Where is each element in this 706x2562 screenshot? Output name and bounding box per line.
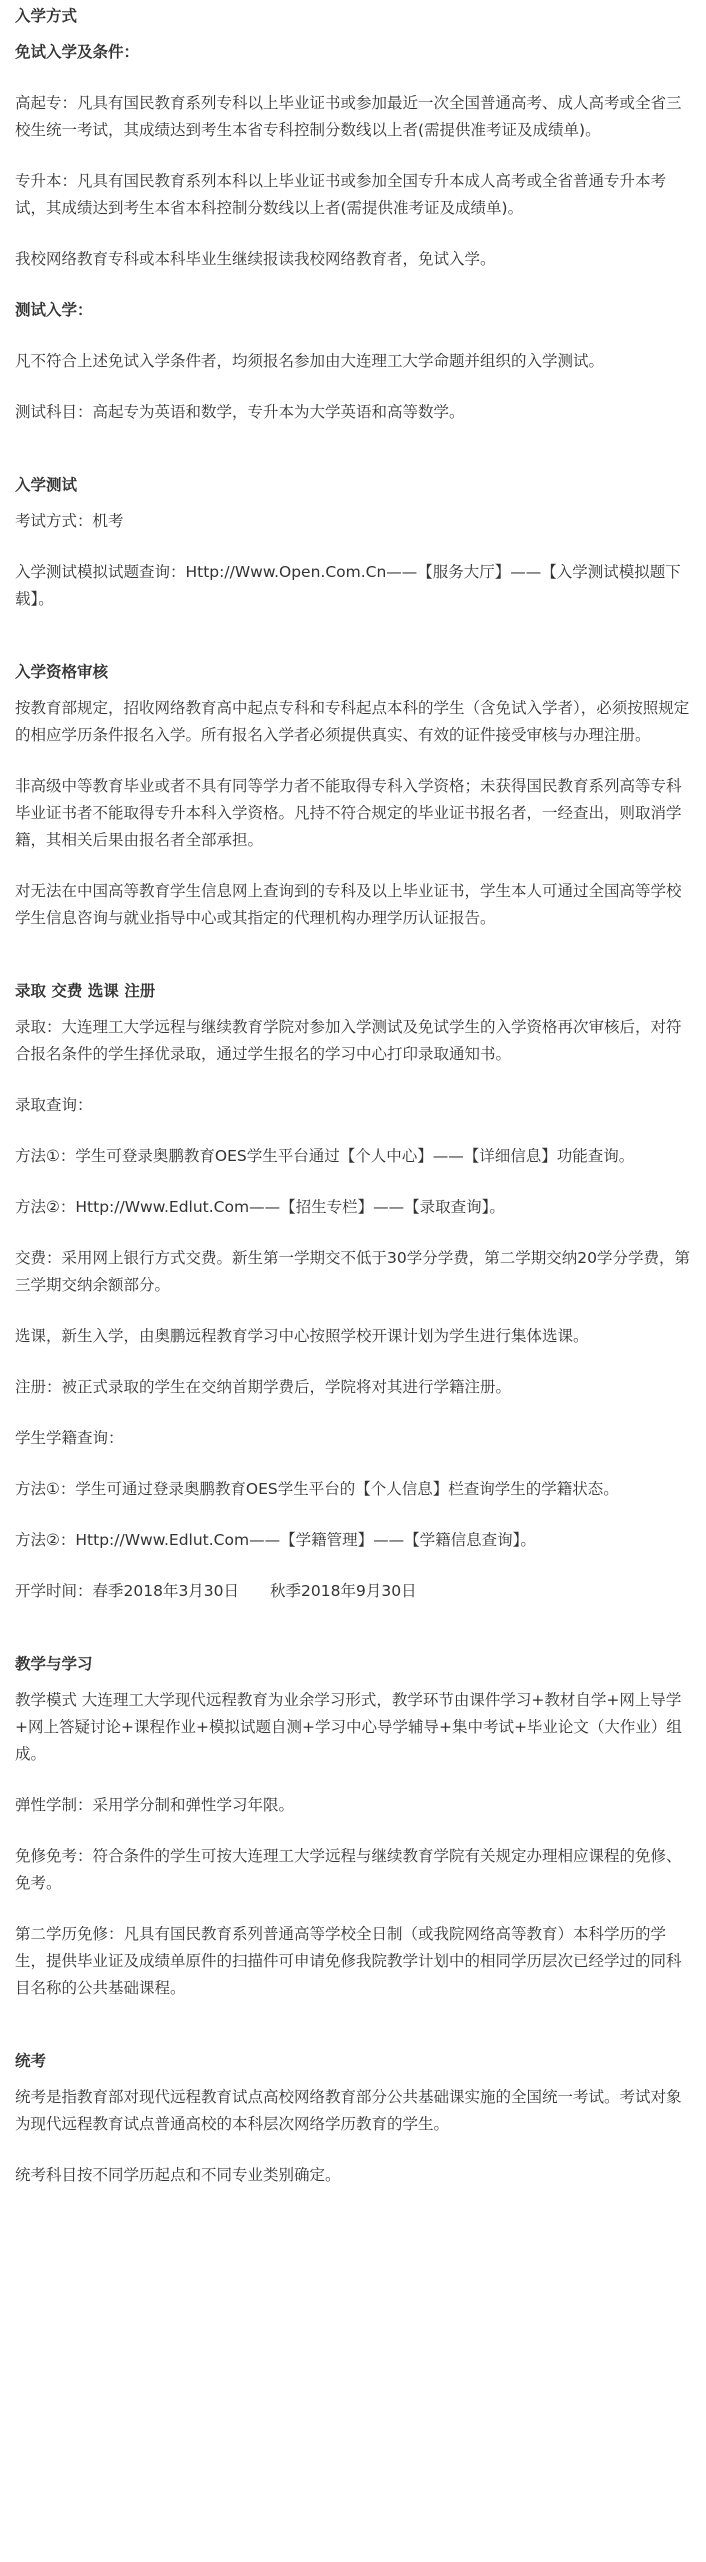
registration-text: 注册：被正式录取的学生在交纳首期学费后，学院将对其进行学籍注册。	[15, 1378, 512, 1396]
section-title-enrollment: 录取 交费 选课 注册	[15, 982, 156, 1000]
status-query-label: 学生学籍查询：	[15, 1429, 124, 1447]
test-mode-text: 考试方式：机考	[15, 512, 124, 530]
test-subjects-text: 测试科目：高起专为英语和数学，专升本为大学英语和高等数学。	[15, 403, 465, 421]
start-time-text: 开学时间：春季2018年3月30日 秋季2018年9月30日	[15, 1582, 417, 1600]
exempt-subtitle: 免试入学及条件：	[15, 43, 140, 61]
exempt-gaoqi-text: 高起专：凡具有国民教育系列专科以上毕业证书或参加最近一次全国普通高考、成人高考或全省三校生统一考试，其成绩达到考生本省专科控制分数线以上者(需提供准考证及成绩单)。	[15, 94, 682, 139]
qualification-p3: 对无法在中国高等教育学生信息网上查询到的专科及以上毕业证书，学生本人可通过全国高等学校学生信息咨询与就业指导中心或其指定的代理机构办理学历认证报告。	[15, 882, 682, 927]
payment-text: 交费：采用网上银行方式交费。新生第一学期交不低于30学分学费，第二学期交纳20学分学费，第三学期交纳余额部分。	[15, 1249, 690, 1294]
section-title-unified-exam: 统考	[15, 2052, 47, 2070]
admission-query-method-2: 方法②：Http://Www.Edlut.Com——【招生专栏】——【录取查询】。	[15, 1198, 505, 1216]
flexible-system-text: 弹性学制：采用学分制和弹性学习年限。	[15, 1796, 295, 1814]
page	[0, 3, 706, 2562]
test-condition-text: 凡不符合上述免试入学条件者，均须报名参加由大连理工大学命题并组织的入学测试。	[15, 352, 605, 370]
test-subtitle: 测试入学：	[15, 301, 93, 319]
status-query-method-1: 方法①：学生可通过登录奥鹏教育OES学生平台的【个人信息】栏查询学生的学籍状态。	[15, 1480, 619, 1498]
exempt-zhuanshengben-text: 专升本：凡具有国民教育系列本科以上毕业证书或参加全国专升本成人高考或全省普通专升本考试，其成绩达到考生本省本科控制分数线以上者(需提供准考证及成绩单)。	[15, 172, 667, 217]
admission-text: 录取：大连理工大学远程与继续教育学院对参加入学测试及免试学生的入学资格再次审核后，对符合报名条件的学生择优录取，通过学生报名的学习中心打印录取通知书。	[15, 1018, 682, 1063]
exemption-text: 免修免考：符合条件的学生可按大连理工大学远程与继续教育学院有关规定办理相应课程的免修、免考。	[15, 1847, 682, 1892]
second-degree-text: 第二学历免修：凡具有国民教育系列普通高等学校全日制（或我院网络高等教育）本科学历的学生，提供毕业证及成绩单原件的扫描件可申请免修我院教学计划中的相同学历层次已经学过的同科目名称的公共基础课程。	[15, 1925, 682, 1997]
mock-query-text: 入学测试模拟试题查询：Http://Www.Open.Com.Cn——【服务大厅】——【入学测试模拟题下载】。	[15, 563, 681, 608]
section-title-entrance-test: 入学测试	[15, 476, 78, 494]
admission-query-method-1: 方法①：学生可登录奥鹏教育OES学生平台通过【个人中心】——【详细信息】功能查询。	[15, 1147, 635, 1165]
admission-query-label: 录取查询：	[15, 1096, 93, 1114]
section-title-teaching: 教学与学习	[15, 1655, 93, 1673]
qualification-p2: 非高级中等教育毕业或者不具有同等学力者不能取得专科入学资格；未获得国民教育系列高等专科毕业证书者不能取得专升本科入学资格。凡持不符合规定的毕业证书报名者，一经查出，则取消学籍，其相关后果由报名者全部承担。	[15, 777, 682, 849]
section-title-admission-method: 入学方式	[15, 7, 78, 25]
qualification-p1: 按教育部规定，招收网络教育高中起点专科和专科起点本科的学生（含免试入学者），必须按照规定的相应学历条件报名入学。所有报名入学者必须提供真实、有效的证件接受审核与办理注册。	[15, 699, 690, 744]
status-query-method-2: 方法②：Http://Www.Edlut.Com——【学籍管理】——【学籍信息查询】。	[15, 1531, 536, 1549]
course-selection-text: 选课，新生入学，由奥鹏远程教育学习中心按照学校开课计划为学生进行集体选课。	[15, 1327, 589, 1345]
unified-exam-definition: 统考是指教育部对现代远程教育试点高校网络教育部分公共基础课实施的全国统一考试。考试对象为现代远程教育试点普通高校的本科层次网络学历教育的学生。	[15, 2088, 682, 2133]
section-title-qualification-review: 入学资格审核	[15, 663, 109, 681]
exempt-graduates-text: 我校网络教育专科或本科毕业生继续报读我校网络教育者，免试入学。	[15, 250, 496, 268]
unified-exam-subjects: 统考科目按不同学历起点和不同专业类别确定。	[15, 2166, 341, 2184]
teaching-mode-text: 教学模式 大连理工大学现代远程教育为业余学习形式，教学环节由课件学习+教材自学+网上导学+网上答疑讨论+课程作业+模拟试题自测+学习中心导学辅导+集中考试+毕业论文（大作业）组成。	[15, 1691, 682, 1763]
